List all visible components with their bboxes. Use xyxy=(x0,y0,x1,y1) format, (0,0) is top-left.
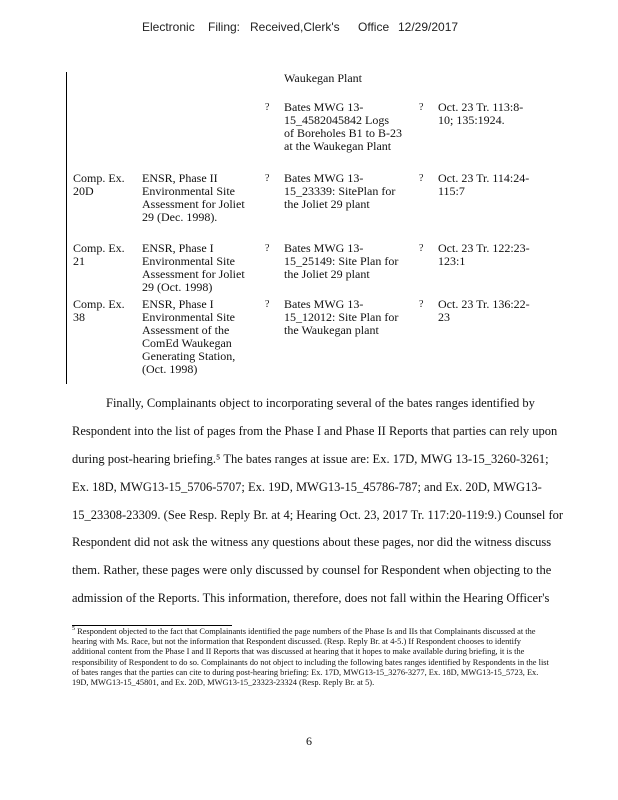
exhibit-number: Comp. Ex. 38 xyxy=(73,297,125,324)
footnote-marker: 5 xyxy=(72,626,75,633)
header-word-electronic: Electronic xyxy=(142,20,195,34)
table-left-border xyxy=(66,72,67,384)
body-line: during post-hearing briefing.⁵ The bates ranges at issue are: Ex. 17D, MWG 13-15_3260-3261; xyxy=(72,452,549,466)
body-line: Respondent into the list of pages from the Phase I and Phase II Reports that parties can rely upon xyxy=(72,424,558,438)
bullet-marker: ? xyxy=(265,102,270,113)
bates-reference: Bates MWG 13- 15_12012: Site Plan for the Waukegan plant xyxy=(284,297,399,337)
page-number: 6 xyxy=(306,734,312,748)
exhibit-description: ENSR, Phase II Environmental Site Assessment for Joliet 29 (Dec. 1998). xyxy=(142,171,245,224)
body-line: Respondent did not ask the witness any questions about these pages, nor did the witness discuss xyxy=(72,535,552,549)
exhibit-number: Comp. Ex. 21 xyxy=(73,241,125,268)
bullet-marker: ? xyxy=(265,299,270,310)
header-filing-date: 12/29/2017 xyxy=(398,20,459,34)
bullet-marker: ? xyxy=(419,243,424,254)
bullet-marker: ? xyxy=(419,102,424,113)
body-line: Ex. 18D, MWG13-15_5706-5707; Ex. 19D, MWG13-15_45786-787; and Ex. 20D, MWG13- xyxy=(72,480,542,494)
bates-reference: Bates MWG 13- 15_25149: Site Plan for the Joliet 29 plant xyxy=(284,241,399,281)
bates-reference: Bates MWG 13- 15_23339: SitePlan for the Joliet 29 plant xyxy=(284,171,396,211)
transcript-citation: Oct. 23 Tr. 113:8- 10; 135:1924. xyxy=(438,100,524,127)
transcript-citation: Oct. 23 Tr. 122:23- 123:1 xyxy=(438,241,530,268)
bates-reference: Bates MWG 13- 15_4582045842 Logs of Boreholes B1 to B-23 at the Waukegan Plant xyxy=(284,100,402,153)
exhibit-table xyxy=(66,72,546,384)
bullet-marker: ? xyxy=(265,173,270,184)
body-line: admission of the Reports. This information, therefore, does not fall within the Hearing Officer's xyxy=(72,591,550,605)
header-word-office: Office xyxy=(358,20,390,34)
exhibit-number: Comp. Ex. 20D xyxy=(73,171,125,198)
footnote-text: Respondent objected to the fact that Complainants identified the page numbers of the Phase Is and IIs that Complainants discussed at the hearing with Ms. Race, but not the information that Respondent discussed. (Resp. Reply Br. at 4-5.) If Respondent chooses to identify additional content from the Phase I and II Reports that was discussed at hearing that it hopes to make available during briefing, it is the responsibility of Respondent to do so. Complainants do not object to including the following bates ranges identified by Respondents in the list of bates ranges that the parties can cite to during post-hearing briefing: Ex. 17D, MWG13-15_3276-3277, Ex. 18D, MWG13-15_5723, Ex. 19D, MWG13-15_45801, and Ex. 20D, MWG13-15_23323-23324 (Resp. Reply Br. at 5). xyxy=(72,627,549,688)
transcript-citation: Oct. 23 Tr. 114:24- 115:7 xyxy=(438,171,530,198)
bates-reference: Waukegan Plant xyxy=(284,71,363,85)
bullet-marker: ? xyxy=(265,243,270,254)
header-word-received-clerks: Received,Clerk's xyxy=(250,20,340,34)
bullet-marker: ? xyxy=(419,299,424,310)
footnote-divider xyxy=(72,625,232,626)
header-word-filing: Filing: xyxy=(208,20,241,34)
exhibit-description: ENSR, Phase I Environmental Site Assessment of the ComEd Waukegan Generating Station, (Oct. 1998) xyxy=(142,297,236,376)
footnote xyxy=(72,627,552,688)
body-line: 15_23308-23309. (See Resp. Reply Br. at 4; Hearing Oct. 23, 2017 Tr. 117:20-119:9.) Counsel for xyxy=(72,508,564,522)
transcript-citation: Oct. 23 Tr. 136:22- 23 xyxy=(438,297,530,324)
body-line: them. Rather, these pages were only discussed by counsel for Respondent when objecting to the xyxy=(72,563,552,577)
bullet-marker: ? xyxy=(419,173,424,184)
body-line: Finally, Complainants object to incorporating several of the bates ranges identified by xyxy=(106,396,535,410)
exhibit-description: ENSR, Phase I Environmental Site Assessment for Joliet 29 (Oct. 1998) xyxy=(142,241,245,294)
